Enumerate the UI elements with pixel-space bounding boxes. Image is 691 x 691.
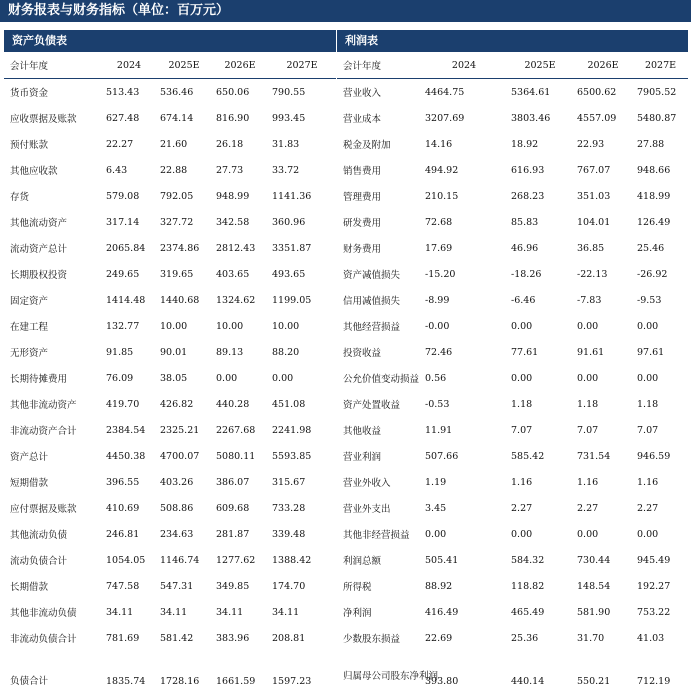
cell-value: 77.61 [507, 339, 573, 365]
table-row [4, 469, 336, 495]
cell-value: 1199.05 [268, 287, 336, 313]
cell-value: 513.43 [102, 79, 156, 106]
cell-value: 342.58 [212, 209, 268, 235]
row-label: 信用减值损失 [337, 287, 421, 313]
row-label: 固定资产 [4, 287, 102, 313]
cell-value: 90.01 [156, 339, 212, 365]
cell-value: -22.13 [573, 261, 633, 287]
cell-value: 627.48 [102, 105, 156, 131]
cell-value: 1728.16 [156, 651, 212, 691]
cell-value: 451.08 [268, 391, 336, 417]
fiscal-year-label: 会计年度 [337, 52, 421, 79]
cell-value: 579.08 [102, 183, 156, 209]
cell-value: 210.15 [421, 183, 507, 209]
cell-value: 10.00 [212, 313, 268, 339]
cell-value: 148.54 [573, 573, 633, 599]
row-label: 归属母公司股东净利润 [337, 651, 421, 691]
balance-sheet-header: 资产负债表 [4, 30, 336, 52]
cell-value: 4700.07 [156, 443, 212, 469]
balance-sheet-table [4, 52, 336, 691]
cell-value: 585.42 [507, 443, 573, 469]
row-label: 短期借款 [4, 469, 102, 495]
cell-value: 0.00 [507, 365, 573, 391]
row-label: 利润总额 [337, 547, 421, 573]
row-label: 其他非流动资产 [4, 391, 102, 417]
row-label: 无形资产 [4, 339, 102, 365]
cell-value: 403.26 [156, 469, 212, 495]
cell-value: 0.00 [633, 313, 688, 339]
income-statement-table [337, 52, 688, 691]
cell-value: 581.90 [573, 599, 633, 625]
cell-value: 674.14 [156, 105, 212, 131]
cell-value: -7.83 [573, 287, 633, 313]
row-label: 货币资金 [4, 79, 102, 106]
cell-value: 1324.62 [212, 287, 268, 313]
cell-value: 88.92 [421, 573, 507, 599]
cell-value: 1.18 [507, 391, 573, 417]
cell-value: -6.46 [507, 287, 573, 313]
fiscal-year-label: 会计年度 [4, 52, 102, 79]
cell-value: 419.70 [102, 391, 156, 417]
cell-value: 281.87 [212, 521, 268, 547]
year-header: 2026E [212, 52, 268, 79]
table-row [337, 313, 688, 339]
row-label: 其他流动资产 [4, 209, 102, 235]
row-label: 营业外支出 [337, 495, 421, 521]
row-label: 其他应收款 [4, 157, 102, 183]
cell-value: 4464.75 [421, 79, 507, 106]
cell-value: 10.00 [156, 313, 212, 339]
cell-value: 0.00 [268, 365, 336, 391]
cell-value: 2065.84 [102, 235, 156, 261]
cell-value: 1.18 [633, 391, 688, 417]
table-row [337, 417, 688, 443]
cell-value: 174.70 [268, 573, 336, 599]
cell-value: 2325.21 [156, 417, 212, 443]
cell-value: 27.73 [212, 157, 268, 183]
cell-value: 21.60 [156, 131, 212, 157]
cell-value: 393.80 [421, 651, 507, 691]
cell-value: 0.00 [633, 365, 688, 391]
cell-value: 1835.74 [102, 651, 156, 691]
cell-value: 1.19 [421, 469, 507, 495]
cell-value: 508.86 [156, 495, 212, 521]
cell-value: 650.06 [212, 79, 268, 106]
table-row [4, 131, 336, 157]
cell-value: 36.85 [573, 235, 633, 261]
table-row [4, 495, 336, 521]
cell-value: 1597.23 [268, 651, 336, 691]
row-label: 应付票据及账款 [4, 495, 102, 521]
cell-value: -15.20 [421, 261, 507, 287]
table-row [4, 573, 336, 599]
cell-value: 3803.46 [507, 105, 573, 131]
row-label: 其他流动负债 [4, 521, 102, 547]
cell-value: 494.92 [421, 157, 507, 183]
cell-value: 1054.05 [102, 547, 156, 573]
cell-value: 948.99 [212, 183, 268, 209]
cell-value: 418.99 [633, 183, 688, 209]
cell-value: 410.69 [102, 495, 156, 521]
report-title: 财务报表与财务指标（单位：百万元） [0, 0, 691, 22]
cell-value: 246.81 [102, 521, 156, 547]
cell-value: 2812.43 [212, 235, 268, 261]
table-header-row [337, 52, 688, 79]
cell-value: 948.66 [633, 157, 688, 183]
cell-value: 790.55 [268, 79, 336, 106]
year-header: 2024 [102, 52, 156, 79]
table-row [337, 339, 688, 365]
cell-value: 386.07 [212, 469, 268, 495]
table-row [337, 157, 688, 183]
cell-value: 4557.09 [573, 105, 633, 131]
cell-value: 97.61 [633, 339, 688, 365]
cell-value: 536.46 [156, 79, 212, 106]
table-row [4, 235, 336, 261]
cell-value: 440.28 [212, 391, 268, 417]
cell-value: -18.26 [507, 261, 573, 287]
cell-value: -8.99 [421, 287, 507, 313]
cell-value: 1.16 [633, 469, 688, 495]
row-label: 资产减值损失 [337, 261, 421, 287]
row-label: 其他收益 [337, 417, 421, 443]
cell-value: 1388.42 [268, 547, 336, 573]
cell-value: 550.21 [573, 651, 633, 691]
row-label: 少数股东损益 [337, 625, 421, 651]
cell-value: 5593.85 [268, 443, 336, 469]
cell-value: 31.83 [268, 131, 336, 157]
cell-value: 507.66 [421, 443, 507, 469]
cell-value: 1277.62 [212, 547, 268, 573]
year-header: 2027E [268, 52, 336, 79]
cell-value: 2.27 [573, 495, 633, 521]
row-label: 长期股权投资 [4, 261, 102, 287]
table-row [4, 365, 336, 391]
cell-value: 733.28 [268, 495, 336, 521]
table-row [337, 651, 688, 691]
income-statement-header: 利润表 [337, 30, 688, 52]
cell-value: 46.96 [507, 235, 573, 261]
cell-value: 792.05 [156, 183, 212, 209]
row-label: 税金及附加 [337, 131, 421, 157]
table-row [4, 339, 336, 365]
cell-value: 0.56 [421, 365, 507, 391]
table-row [337, 469, 688, 495]
cell-value: -0.00 [421, 313, 507, 339]
table-row [337, 261, 688, 287]
cell-value: -9.53 [633, 287, 688, 313]
year-header: 2026E [573, 52, 633, 79]
cell-value: 465.49 [507, 599, 573, 625]
table-row [4, 105, 336, 131]
cell-value: 2267.68 [212, 417, 268, 443]
cell-value: 25.36 [507, 625, 573, 651]
row-label: 营业收入 [337, 79, 421, 106]
cell-value: 0.00 [633, 521, 688, 547]
cell-value: 89.13 [212, 339, 268, 365]
cell-value: 339.48 [268, 521, 336, 547]
cell-value: 72.68 [421, 209, 507, 235]
table-row [337, 521, 688, 547]
cell-value: 4450.38 [102, 443, 156, 469]
income-statement-body [337, 79, 688, 691]
cell-value: 7.07 [507, 417, 573, 443]
table-row [4, 521, 336, 547]
row-label: 非流动负债合计 [4, 625, 102, 651]
cell-value: 34.11 [102, 599, 156, 625]
cell-value: 0.00 [507, 313, 573, 339]
table-row [4, 651, 336, 691]
cell-value: 396.55 [102, 469, 156, 495]
cell-value: 33.72 [268, 157, 336, 183]
cell-value: 1661.59 [212, 651, 268, 691]
table-row [4, 417, 336, 443]
cell-value: 7905.52 [633, 79, 688, 106]
table-row [337, 495, 688, 521]
table-row [337, 131, 688, 157]
cell-value: 2241.98 [268, 417, 336, 443]
table-row [337, 287, 688, 313]
table-row [4, 183, 336, 209]
cell-value: 0.00 [573, 313, 633, 339]
cell-value: 505.41 [421, 547, 507, 573]
cell-value: -0.53 [421, 391, 507, 417]
row-label: 非流动资产合计 [4, 417, 102, 443]
row-label: 管理费用 [337, 183, 421, 209]
table-row [4, 261, 336, 287]
table-row [337, 183, 688, 209]
row-label: 营业外收入 [337, 469, 421, 495]
row-label: 其他非经营损益 [337, 521, 421, 547]
cell-value: 1.16 [507, 469, 573, 495]
cell-value: -26.92 [633, 261, 688, 287]
row-label: 净利润 [337, 599, 421, 625]
table-row [4, 599, 336, 625]
cell-value: 2.27 [633, 495, 688, 521]
cell-value: 2374.86 [156, 235, 212, 261]
cell-value: 6500.62 [573, 79, 633, 106]
year-header: 2027E [633, 52, 688, 79]
cell-value: 712.19 [633, 651, 688, 691]
table-header-row [4, 52, 336, 79]
table-row [337, 79, 688, 106]
row-label: 长期待摊费用 [4, 365, 102, 391]
cell-value: 0.00 [212, 365, 268, 391]
table-row [4, 313, 336, 339]
cell-value: 767.07 [573, 157, 633, 183]
cell-value: 5364.61 [507, 79, 573, 106]
cell-value: 317.14 [102, 209, 156, 235]
row-label: 营业成本 [337, 105, 421, 131]
cell-value: 440.14 [507, 651, 573, 691]
cell-value: 126.49 [633, 209, 688, 235]
cell-value: 0.00 [573, 365, 633, 391]
cell-value: 2384.54 [102, 417, 156, 443]
cell-value: 22.69 [421, 625, 507, 651]
cell-value: 945.49 [633, 547, 688, 573]
cell-value: 38.05 [156, 365, 212, 391]
cell-value: 91.61 [573, 339, 633, 365]
cell-value: 816.90 [212, 105, 268, 131]
cell-value: 17.69 [421, 235, 507, 261]
table-row [4, 625, 336, 651]
cell-value: 22.93 [573, 131, 633, 157]
row-label: 流动资产总计 [4, 235, 102, 261]
row-label: 存货 [4, 183, 102, 209]
cell-value: 72.46 [421, 339, 507, 365]
cell-value: 34.11 [156, 599, 212, 625]
cell-value: 192.27 [633, 573, 688, 599]
cell-value: 1146.74 [156, 547, 212, 573]
cell-value: 0.00 [507, 521, 573, 547]
cell-value: 2.27 [507, 495, 573, 521]
cell-value: 31.70 [573, 625, 633, 651]
cell-value: 581.42 [156, 625, 212, 651]
cell-value: 609.68 [212, 495, 268, 521]
row-label: 营业利润 [337, 443, 421, 469]
table-row [337, 547, 688, 573]
table-row [337, 573, 688, 599]
row-label: 投资收益 [337, 339, 421, 365]
cell-value: 88.20 [268, 339, 336, 365]
cell-value: 547.31 [156, 573, 212, 599]
cell-value: 34.11 [212, 599, 268, 625]
cell-value: 731.54 [573, 443, 633, 469]
row-label: 预付账款 [4, 131, 102, 157]
table-row [337, 365, 688, 391]
cell-value: 0.00 [421, 521, 507, 547]
row-label: 公允价值变动损益 [337, 365, 421, 391]
cell-value: 118.82 [507, 573, 573, 599]
row-label: 研发费用 [337, 209, 421, 235]
year-header: 2025E [507, 52, 573, 79]
cell-value: 5480.87 [633, 105, 688, 131]
cell-value: 3.45 [421, 495, 507, 521]
cell-value: 25.46 [633, 235, 688, 261]
cell-value: 132.77 [102, 313, 156, 339]
cell-value: 22.88 [156, 157, 212, 183]
cell-value: 584.32 [507, 547, 573, 573]
cell-value: 730.44 [573, 547, 633, 573]
cell-value: 22.27 [102, 131, 156, 157]
cell-value: 26.18 [212, 131, 268, 157]
row-label: 其他非流动负债 [4, 599, 102, 625]
cell-value: 3207.69 [421, 105, 507, 131]
table-row [4, 391, 336, 417]
table-row [337, 443, 688, 469]
cell-value: 7.07 [573, 417, 633, 443]
cell-value: 1.18 [573, 391, 633, 417]
cell-value: 6.43 [102, 157, 156, 183]
table-row [337, 105, 688, 131]
cell-value: 11.91 [421, 417, 507, 443]
row-label: 资产处置收益 [337, 391, 421, 417]
cell-value: 3351.87 [268, 235, 336, 261]
cell-value: 5080.11 [212, 443, 268, 469]
cell-value: 249.65 [102, 261, 156, 287]
cell-value: 747.58 [102, 573, 156, 599]
cell-value: 14.16 [421, 131, 507, 157]
row-label: 资产总计 [4, 443, 102, 469]
table-row [4, 79, 336, 106]
cell-value: 91.85 [102, 339, 156, 365]
cell-value: 18.92 [507, 131, 573, 157]
row-label: 销售费用 [337, 157, 421, 183]
cell-value: 781.69 [102, 625, 156, 651]
cell-value: 753.22 [633, 599, 688, 625]
cell-value: 993.45 [268, 105, 336, 131]
cell-value: 104.01 [573, 209, 633, 235]
table-row [4, 157, 336, 183]
cell-value: 946.59 [633, 443, 688, 469]
cell-value: 41.03 [633, 625, 688, 651]
table-row [4, 287, 336, 313]
row-label: 其他经营损益 [337, 313, 421, 339]
cell-value: 27.88 [633, 131, 688, 157]
row-label: 在建工程 [4, 313, 102, 339]
table-row [4, 547, 336, 573]
cell-value: 268.23 [507, 183, 573, 209]
row-label: 长期借款 [4, 573, 102, 599]
cell-value: 327.72 [156, 209, 212, 235]
cell-value: 0.00 [573, 521, 633, 547]
cell-value: 208.81 [268, 625, 336, 651]
cell-value: 7.07 [633, 417, 688, 443]
table-row [337, 391, 688, 417]
cell-value: 616.93 [507, 157, 573, 183]
year-header: 2024 [421, 52, 507, 79]
cell-value: 351.03 [573, 183, 633, 209]
cell-value: 1.16 [573, 469, 633, 495]
cell-value: 349.85 [212, 573, 268, 599]
cell-value: 1141.36 [268, 183, 336, 209]
cell-value: 85.83 [507, 209, 573, 235]
year-header: 2025E [156, 52, 212, 79]
row-label: 应收票据及账款 [4, 105, 102, 131]
table-row [337, 235, 688, 261]
cell-value: 403.65 [212, 261, 268, 287]
cell-value: 360.96 [268, 209, 336, 235]
table-row [337, 599, 688, 625]
row-label: 流动负债合计 [4, 547, 102, 573]
cell-value: 1440.68 [156, 287, 212, 313]
cell-value: 383.96 [212, 625, 268, 651]
cell-value: 416.49 [421, 599, 507, 625]
cell-value: 1414.48 [102, 287, 156, 313]
table-row [4, 209, 336, 235]
cell-value: 34.11 [268, 599, 336, 625]
cell-value: 234.63 [156, 521, 212, 547]
table-row [337, 625, 688, 651]
balance-sheet-body [4, 79, 336, 691]
cell-value: 426.82 [156, 391, 212, 417]
cell-value: 493.65 [268, 261, 336, 287]
table-row [4, 443, 336, 469]
cell-value: 10.00 [268, 313, 336, 339]
cell-value: 319.65 [156, 261, 212, 287]
table-row [337, 209, 688, 235]
row-label: 财务费用 [337, 235, 421, 261]
cell-value: 76.09 [102, 365, 156, 391]
row-label: 负债合计 [4, 651, 102, 691]
row-label: 所得税 [337, 573, 421, 599]
cell-value: 315.67 [268, 469, 336, 495]
